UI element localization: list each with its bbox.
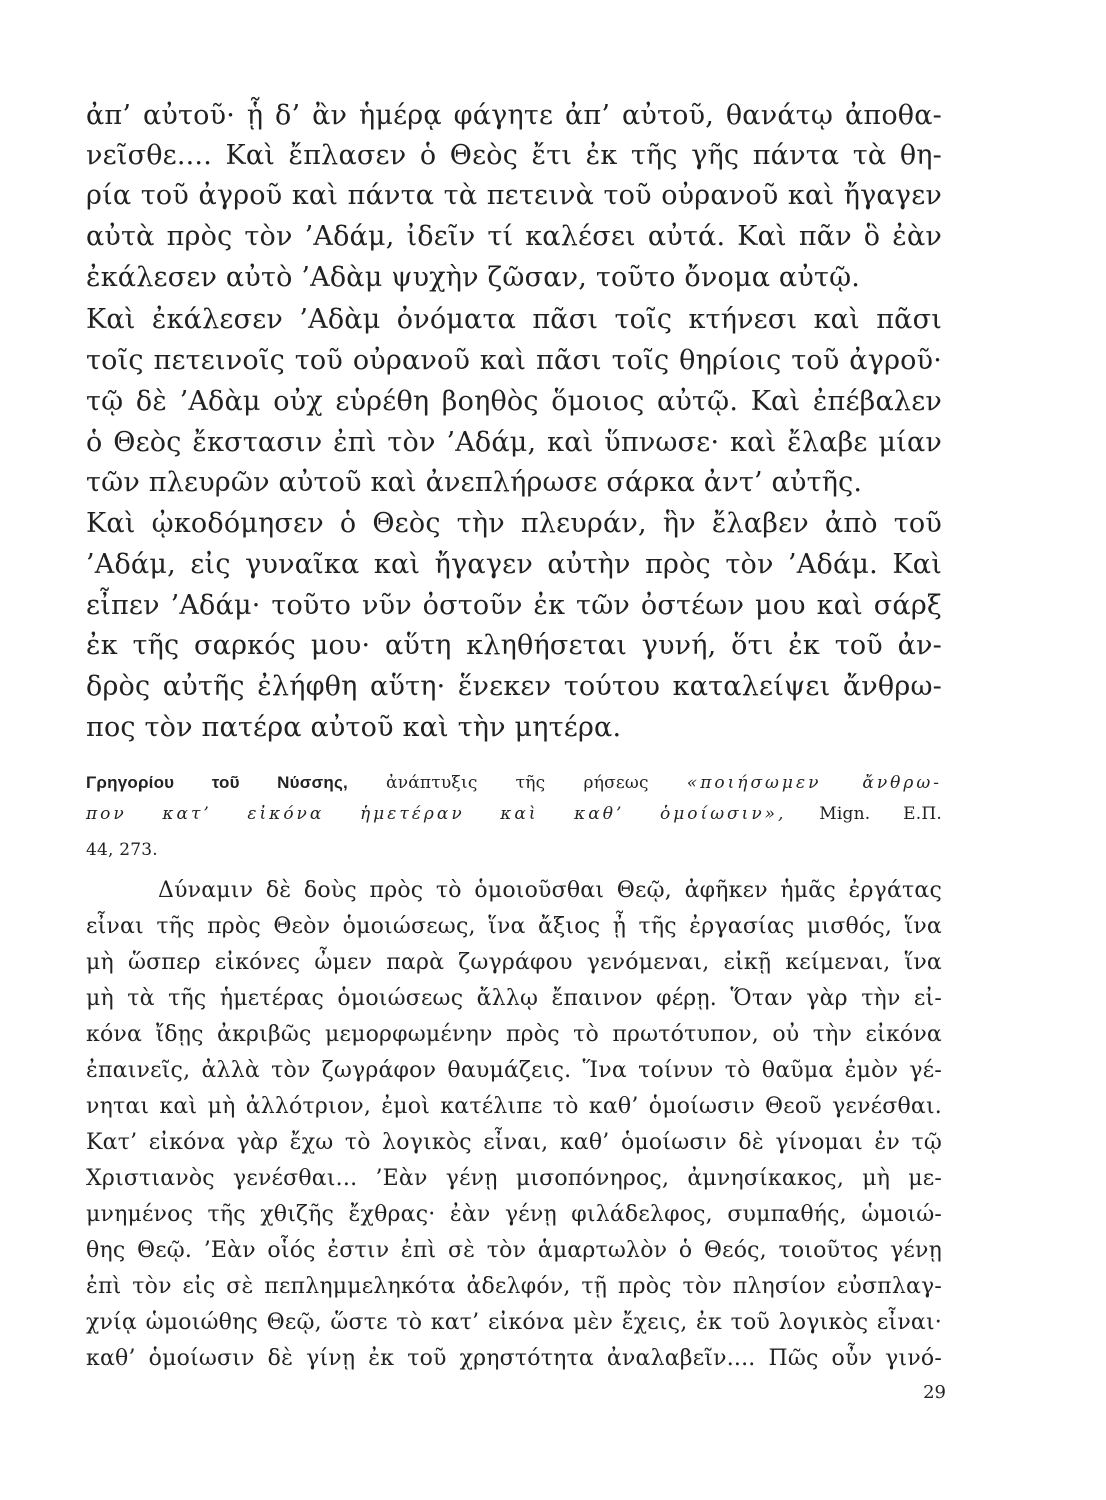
passage1-line: Καὶ ἐκάλεσεν ’Αδὰμ ὀνόματα πᾶσι τοῖς κτήνεσι καὶ πᾶσι: [86, 304, 942, 335]
passage2-line: κόνα ἴδῃς ἀκριβῶς μεμορφωμένην πρὸς τὸ πρωτότυπον, οὐ τὴν εἰκόνα: [86, 1022, 942, 1047]
passage2-line: Χριστιανὸς γενέσθαι... ’Εὰν γένῃ μισοπόνηρος, ἀμνησίκακος, μὴ με-: [86, 1166, 942, 1191]
passage1-line: ρία τοῦ ἀγροῦ καὶ πάντα τὰ πετεινὰ τοῦ οὐρανοῦ καὶ ἤγαγεν: [86, 180, 942, 211]
passage1-line: ἀπ’ αὐτοῦ· ᾗ δ’ ἂν ἡμέρᾳ φάγητε ἀπ’ αὐτοῦ, θανάτῳ ἀποθα-: [86, 100, 942, 131]
passage2-line: καθ’ ὁμοίωσιν δὲ γίνῃ ἐκ τοῦ χρηστότητα ἀναλαβεῖν.... Πῶς οὖν γινό-: [86, 1346, 942, 1371]
passage2-line: μὴ τὰ τῆς ἡμετέρας ὁμοιώσεως ἄλλῳ ἔπαινον φέρῃ. Ὅταν γὰρ τὴν εἰ-: [86, 986, 942, 1011]
passage1-line: δρὸς αὐτῆς ἐλήφθη αὕτη· ἕνεκεν τούτου καταλείψει ἄνθρω-: [86, 671, 942, 702]
passage1-line: πος τὸν πατέρα αὐτοῦ καὶ τὴν μητέρα.: [86, 712, 622, 743]
passage1-line: ἐκάλεσεν αὐτὸ ’Αδὰμ ψυχὴν ζῶσαν, τοῦτο ὄνομα αὐτῷ.: [86, 262, 861, 293]
citation-work: ἀνάπτυξις τῆς ρήσεως: [386, 773, 649, 793]
citation-title-part: πον κατ’ εἰκόνα ἡμετέραν καὶ καθ’ ὁμοίωσιν»,: [86, 804, 787, 824]
page-number: 29: [923, 1382, 946, 1403]
passage2-line: νηται καὶ μὴ ἀλλότριον, ἐμοὶ κατέλιπε τὸ καθ’ ὁμοίωσιν Θεοῦ γενέσθαι.: [86, 1094, 942, 1119]
passage2-line: χνίᾳ ὡμοιώθης Θεῷ, ὥστε τὸ κατ’ εἰκόνα μὲν ἔχεις, ἐκ τοῦ λογικὸς εἶναι·: [86, 1310, 942, 1335]
passage1-line: τῷ δὲ ’Αδὰμ οὐχ εὑρέθη βοηθὸς ὅμοιος αὐτῷ. Καὶ ἐπέβαλεν: [86, 386, 942, 417]
passage2-line: μὴ ὥσπερ εἰκόνες ὦμεν παρὰ ζωγράφου γενόμεναι, εἰκῇ κείμεναι, ἵνα: [86, 950, 942, 975]
passage1-line: τῶν πλευρῶν αὐτοῦ καὶ ἀνεπλήρωσε σάρκα ἀντ’ αὐτῆς.: [86, 467, 863, 498]
citation-line-3: 44, 273.: [86, 840, 158, 860]
citation-line-1: [86, 773, 942, 793]
passage1-line: ’Αδάμ, εἰς γυναῖκα καὶ ἤγαγεν αὐτὴν πρὸς τὸν ’Αδάμ. Καὶ: [86, 549, 942, 580]
passage2-line: θης Θεῷ. ’Εὰν οἷός ἐστιν ἐπὶ σὲ τὸν ἁμαρτωλὸν ὁ Θεός, τοιοῦτος γένῃ: [86, 1238, 942, 1263]
passage1-line: Καὶ ᾠκοδόμησεν ὁ Θεὸς τὴν πλευράν, ἣν ἔλαβεν ἀπὸ τοῦ: [86, 508, 942, 539]
passage2-line: μνημένος τῆς χθιζῆς ἔχθρας· ἐὰν γένῃ φιλάδελφος, συμπαθής, ὡμοιώ-: [86, 1202, 942, 1227]
passage1-line: τοῖς πετεινοῖς τοῦ οὐρανοῦ καὶ πᾶσι τοῖς θηρίοις τοῦ ἀγροῦ·: [86, 345, 942, 376]
passage1-line: εἶπεν ’Αδάμ· τοῦτο νῦν ὀστοῦν ἐκ τῶν ὀστέων μου καὶ σάρξ: [86, 590, 942, 621]
passage1-line: νεῖσθε.... Καὶ ἔπλασεν ὁ Θεὸς ἔτι ἐκ τῆς γῆς πάντα τὰ θη-: [86, 140, 942, 171]
citation-author: Γρηγορίου τοῦ Νύσσης,: [86, 773, 348, 792]
passage2-line: Δύναμιν δὲ δοὺς πρὸς τὸ ὁμοιοῦσθαι Θεῷ, ἀφῆκεν ἡμᾶς ἐργάτας: [158, 878, 942, 903]
passage1-line: ὁ Θεὸς ἔκστασιν ἐπὶ τὸν ’Αδάμ, καὶ ὕπνωσε· καὶ ἔλαβε μίαν: [86, 427, 942, 458]
citation-line-2: [86, 804, 942, 824]
passage2-line: ἐπαινεῖς, ἀλλὰ τὸν ζωγράφον θαυμάζεις. Ἵνα τοίνυν τὸ θαῦμα ἐμὸν γέ-: [86, 1058, 942, 1083]
passage2-line: Κατ’ εἰκόνα γὰρ ἔχω τὸ λογικὸς εἶναι, καθ’ ὁμοίωσιν δὲ γίνομαι ἐν τῷ: [86, 1130, 942, 1155]
passage2-line: εἶναι τῆς πρὸς Θεὸν ὁμοιώσεως, ἵνα ἄξιος ᾖ τῆς ἐργασίας μισθός, ἵνα: [86, 914, 942, 939]
passage1-line: ἐκ τῆς σαρκός μου· αὕτη κληθήσεται γυνή, ὅτι ἐκ τοῦ ἀν-: [86, 630, 942, 661]
citation-reference: Mign. Ε.Π.: [819, 804, 943, 824]
passage2-line: ἐπὶ τὸν εἰς σὲ πεπλημμεληκότα ἀδελφόν, τῇ πρὸς τὸν πλησίον εὐσπλαγ-: [86, 1274, 942, 1299]
passage1-line: αὐτὰ πρὸς τὸν ’Αδάμ, ἰδεῖν τί καλέσει αὐτά. Καὶ πᾶν ὃ ἐὰν: [86, 221, 942, 252]
citation-title-part: «ποιήσωμεν ἄνθρω-: [686, 773, 942, 793]
